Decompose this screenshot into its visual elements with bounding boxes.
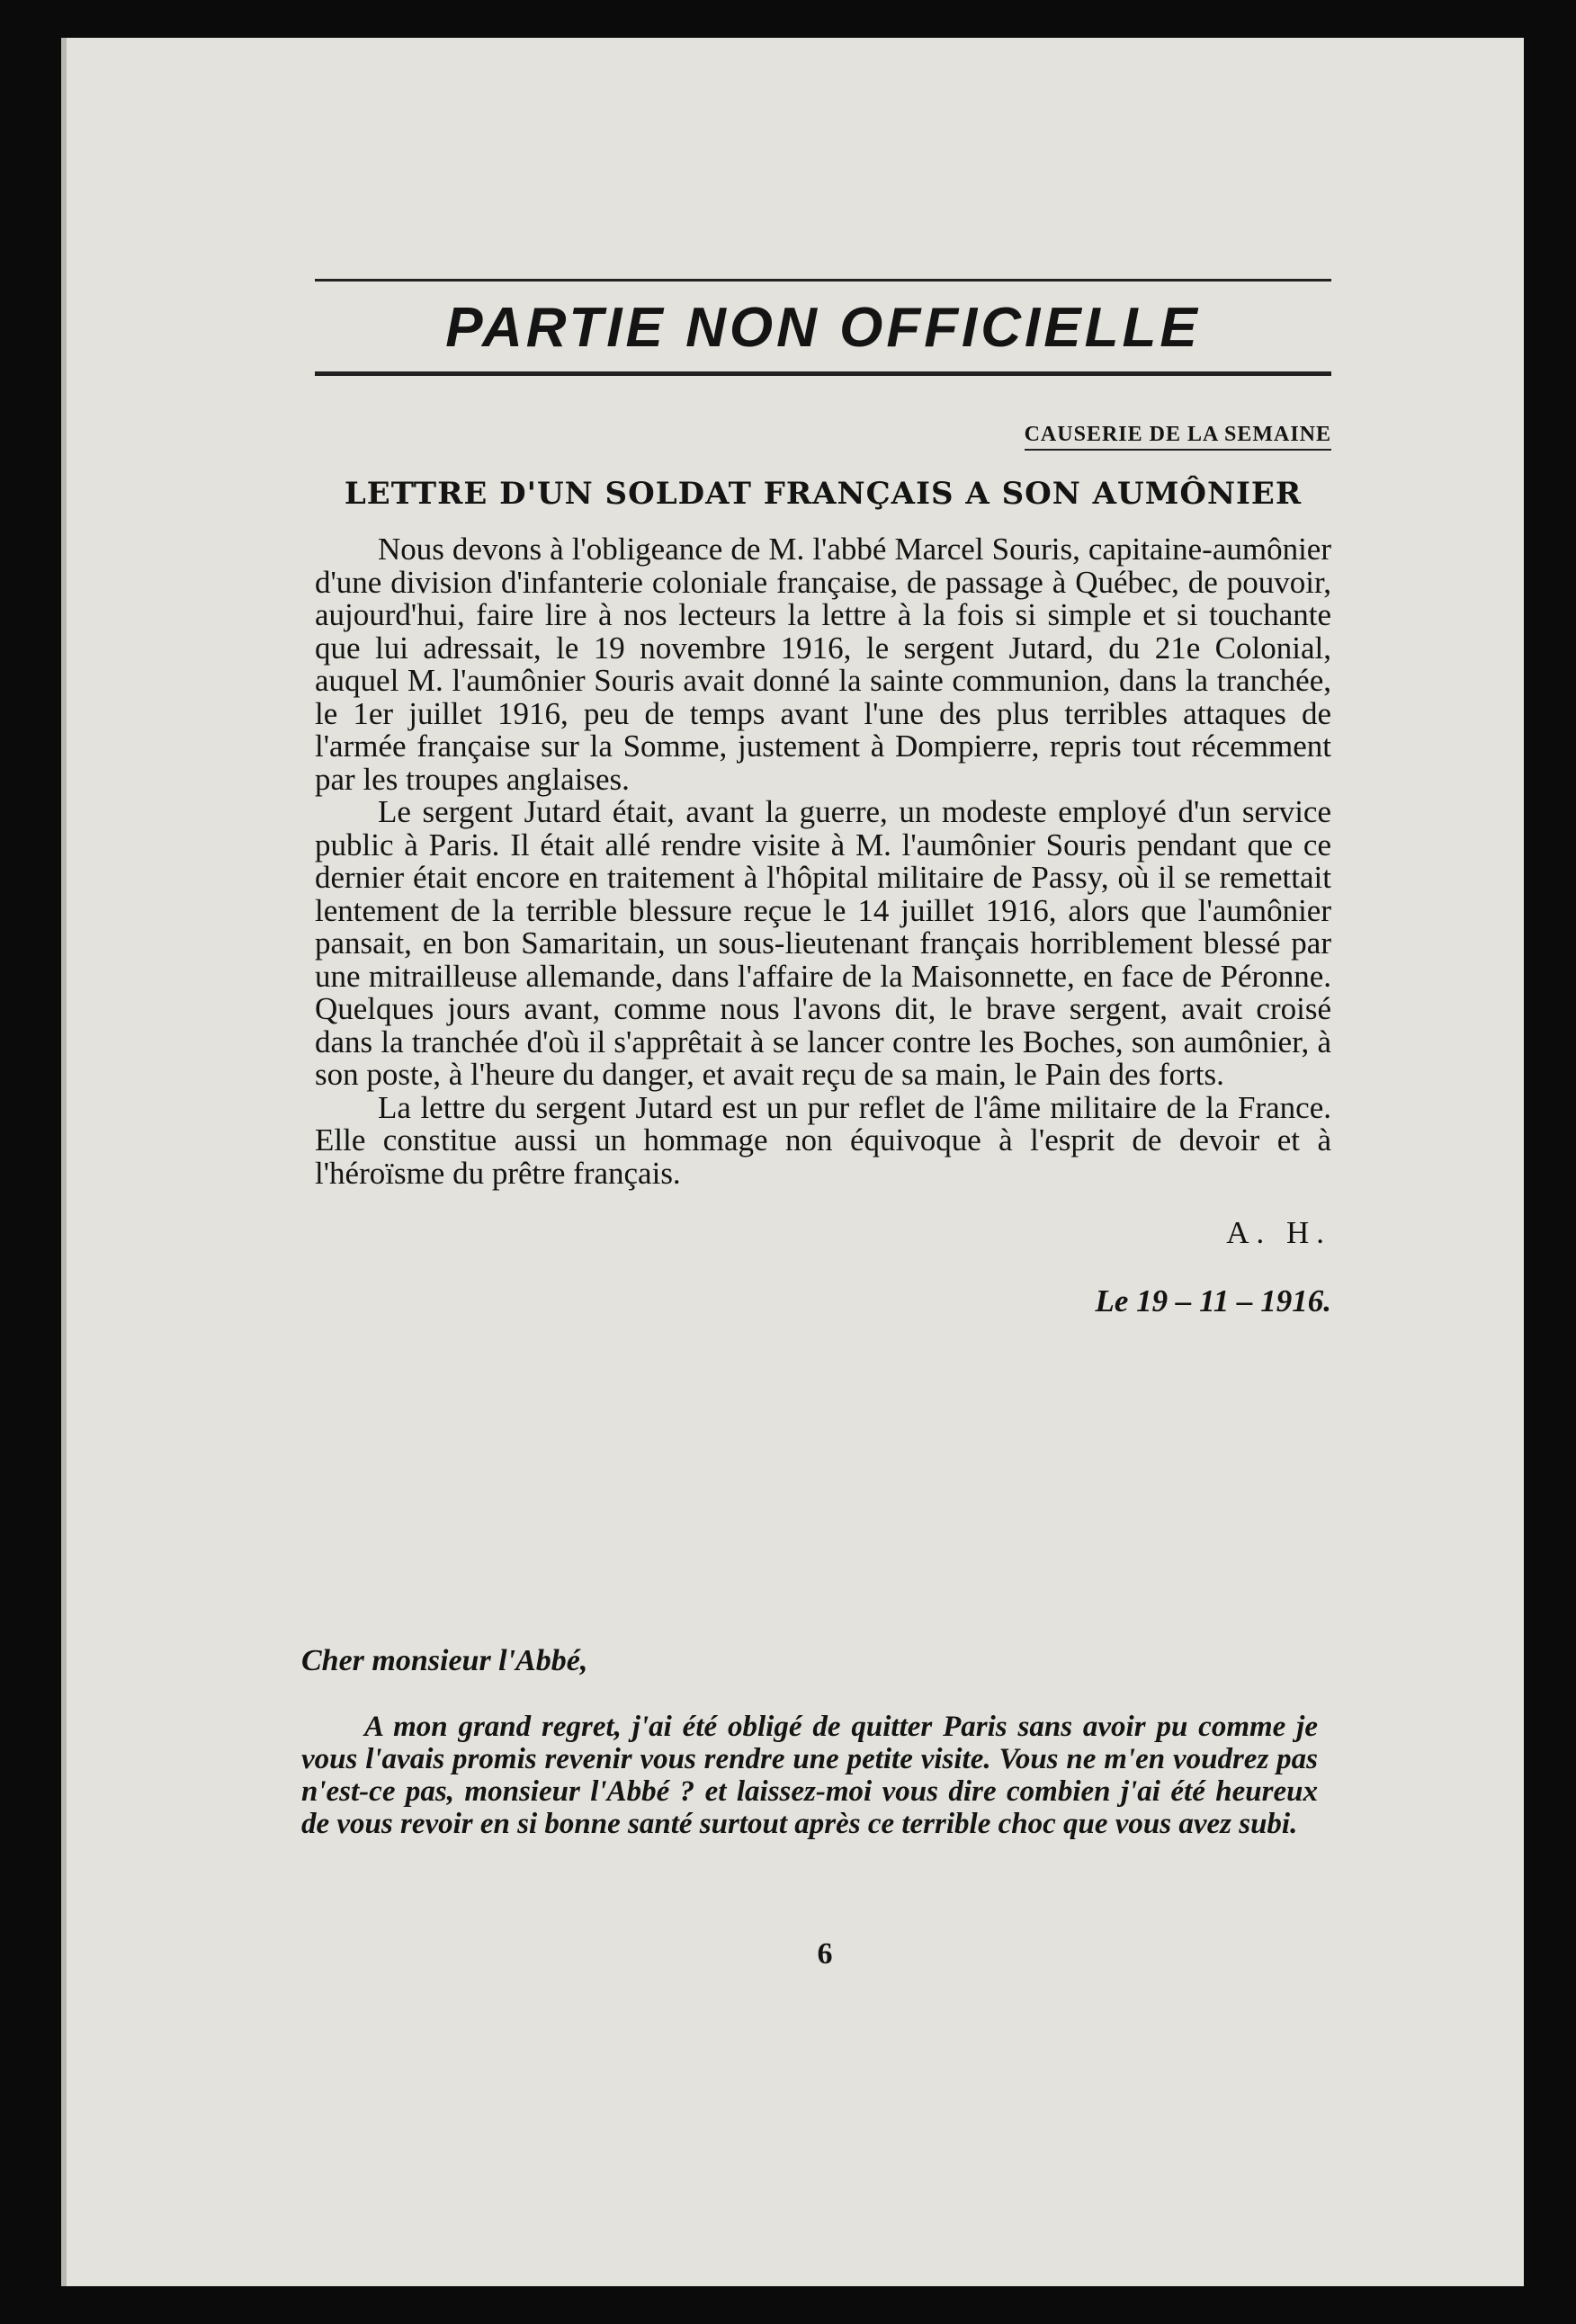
article-paragraph-2: Le sergent Jutard était, avant la guerre, un modeste employé d'un service public à Paris. Il était allé rendre visite à M. l'aumônier Souris pendant que ce dernier était encore en traitement à l'hôpital militaire de Passy, où il se remettait lentement de la terrible blessure reçue le 14 juillet 1916, alors que l'aumônier pansait, en bon Samaritain, un sous-lieutenant français horriblement blessé par une mitrailleuse allemande, dans l'affaire de la Maisonnette, en face de Péronne. Quelques jours avant, comme nous l'avons dit, le brave sergent, avait croisé dans la tranchée d'où il s'apprêtait à se lancer contre les Boches, son aumônier, à son poste, à l'heure du danger, et avait reçu de sa main, le Pain des forts. [315, 794, 1331, 1092]
article-paragraph-1: Nous devons à l'obligeance de M. l'abbé Marcel Souris, capitaine-aumônier d'une division d'infanterie coloniale française, de passage à Québec, de pouvoir, aujourd'hui, faire lire à nos lecteurs la lettre à la fois si simple et si touchante que lui adressait, le 19 novembre 1916, le sergent Jutard, du 21e Colonial, auquel M. l'aumônier Souris avait donné la sainte communion, dans la tranchée, le 1er juillet 1916, peu de temps avant l'une des plus terribles attaques de l'armée française sur la Somme, justement à Dompierre, repris tout récemment par les troupes anglaises. [315, 532, 1331, 797]
letter-salutation: Cher monsieur l'Abbé, [301, 1644, 588, 1677]
article-signature: A. H. [1226, 1215, 1331, 1250]
top-rule [315, 279, 1331, 282]
section-rule [315, 371, 1331, 376]
page-number: 6 [817, 1937, 833, 1971]
section-kicker: CAUSERIE DE LA SEMAINE [1025, 423, 1331, 451]
letter-date: Le 19 – 11 – 1916. [1095, 1283, 1331, 1318]
article-title: LETTRE D'UN SOLDAT FRANÇAIS A SON AUMÔNIER [344, 476, 1303, 512]
article-paragraph-3: La lettre du sergent Jutard est un pur reflet de l'âme militaire de la France. Elle constitue aussi un hommage non équivoque à l'esprit de devoir et à l'héroïsme du prêtre français. [315, 1089, 1331, 1191]
section-title: PARTIE NON OFFICIELLE [445, 297, 1201, 359]
page-content [315, 279, 1331, 1319]
kicker-container [315, 423, 1331, 451]
letter-body: A mon grand regret, j'ai été obligé de quitter Paris sans avoir pu comme je vous l'avais promis revenir vous rendre une petite visite. Vous ne m'en voudrez pas n'est-ce pas, monsieur l'Abbé ? et laissez-moi vous dire combien j'ai été heureux de vous revoir en si bonne santé surtout après ce terrible choc que vous avez subi. [301, 1711, 1318, 1840]
